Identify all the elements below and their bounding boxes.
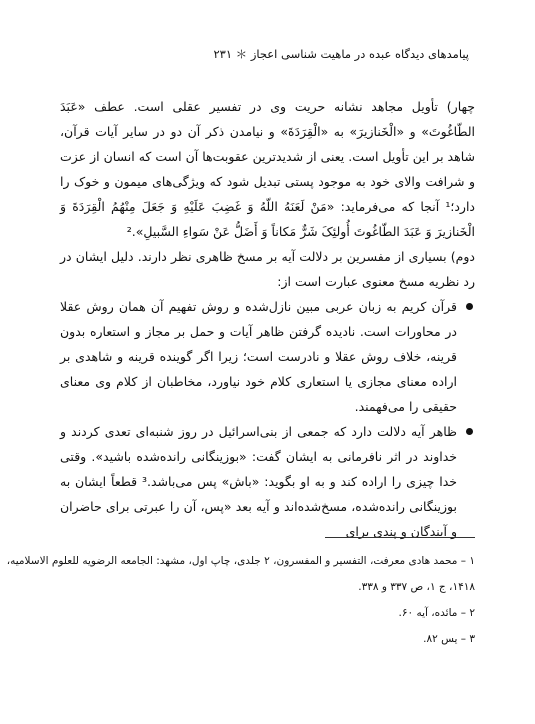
bullet-item-2 bbox=[60, 419, 475, 544]
footnote-3: ۳ – یس ۸۲. bbox=[423, 633, 475, 645]
footnote-divider bbox=[325, 537, 475, 538]
bullet-list bbox=[60, 294, 475, 544]
bullet-item-1 bbox=[60, 294, 475, 419]
bullet-text-1: قرآن کریم به زبان عربی مبین نازل‌شده و روش تفهیم آن همان روش عقلا در محاورات است. نادیده گرفتن ظاهر آیات و حمل بر مجاز و استعاره بدون قرینه، خلاف روش عقلا و نادرست است؛ زیرا اگر گوینده قرینه و شاهدی بر اراده معنای مجازی یا استعاری کلام خود نیاورد، مخاطبان از کلام وی معنای حقیقی را می‌فهمند. bbox=[60, 299, 457, 414]
footnote-1-line-1: ۱ – محمد هادی معرفت، التفسیر و المفسرون، ۲ جلدی، چاپ اول، مشهد: الجامعه الرضویه للعلوم الاسلامیه، bbox=[6, 555, 475, 567]
running-header: پیامدهای دیدگاه عبده در ماهیت شناسی اعجاز ＊ ۲۳۱ bbox=[213, 47, 469, 61]
footnote-2: ۲ – مائده، آیه ۶۰. bbox=[398, 607, 475, 619]
bullet-dot-icon bbox=[466, 303, 473, 310]
footnote-1-line-2: ۱۴۱۸، ج ۱، ص ۳۳۷ و ۳۳۸. bbox=[358, 581, 475, 593]
paragraph-2: دوم) بسیاری از مفسرین بر دلالت آیه بر مسخ ظاهری نظر دارند. دلیل ایشان در رد نظریه مسخ معنوی عبارت است از: bbox=[60, 249, 475, 289]
footnotes bbox=[6, 548, 475, 652]
bullet-dot-icon bbox=[466, 428, 473, 435]
body-text bbox=[60, 94, 475, 544]
bullet-text-2: ظاهر آیه دلالت دارد که جمعی از بنی‌اسرائیل در روز شنبه‌ای تعدی کردند و خداوند در اثر نافرمانی به ایشان گفت: «بوزینگانی رانده‌شده باشید». وقتی خدا چیزی را اراده کند و به او بگوید: «باش» پس می‌باشد.³ قطعاً ایشان به بوزینگانی رانده‌شده، مسخ‌شده‌اند و آیه بعد «پس، آن را عبرتی برای حاضران و آیندگان و پندی برای bbox=[60, 424, 457, 539]
paragraph-1: چهار) تأویل مجاهد نشانه حریت وی در تفسیر عقلی است. عطف «عَبَدَ الطّاغُوتَ» و «الْخَنازیرَ» به «الْقِرَدَةَ» و نیامدن ذکر آن دو در سایر آیات قرآن، شاهد بر این تأویل است. یعنی از شدیدترین عقوبت‌ها آن است که انسان از عزت و شرافت والای خود به موجود پستی تبدیل شود که ویژگی‌های میمون و خوک را دارد؛¹ آنجا که می‌فرماید: «مَنْ لَعَنَهُ اللّهُ وَ غَضِبَ عَلَیْهِ وَ جَعَلَ مِنْهُمُ الْقِرَدَةَ وَ الْخَنازیرَ وَ عَبَدَ الطّاغُوتَ أُولئِکَ شَرٌّ مَکاناً وَ أَضَلُّ عَنْ سَواءِ السَّبیلِ».² bbox=[60, 99, 475, 239]
